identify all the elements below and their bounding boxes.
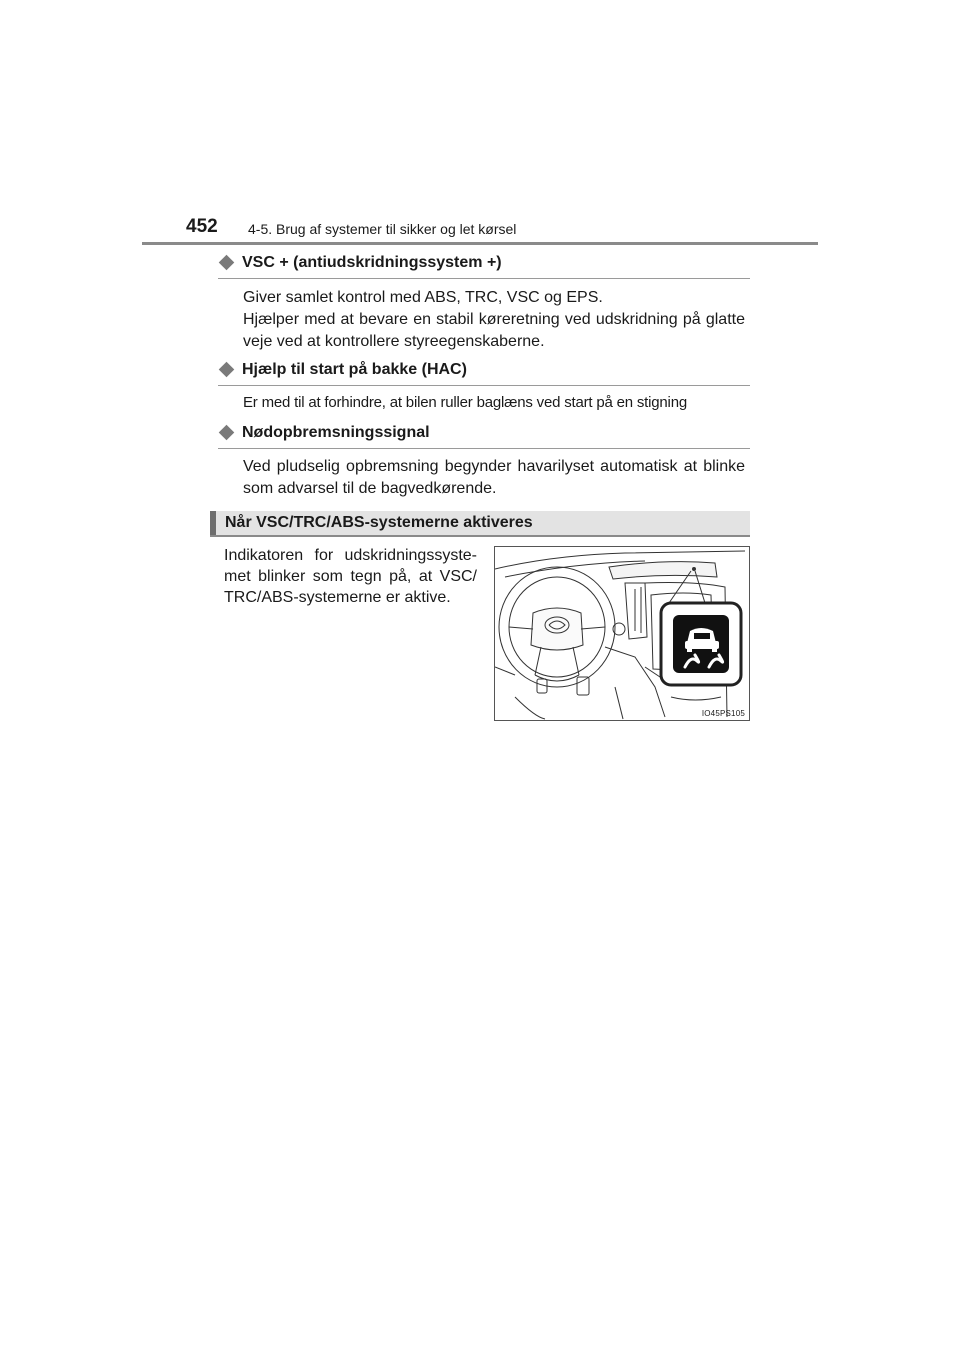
section-heading-vsc — [218, 254, 750, 279]
activation-text-line: Indikatoren for udskridningssyste- — [224, 547, 477, 564]
diamond-bullet-icon — [219, 425, 235, 441]
figure-id: IO45PS105 — [701, 709, 745, 718]
page-number: 452 — [186, 216, 218, 237]
dashboard-illustration — [494, 546, 750, 721]
dashboard-drawing — [495, 547, 749, 720]
section-title: VSC + (antiudskridningssystem +) — [242, 254, 502, 271]
section-body-emergency-brake — [243, 456, 745, 500]
section-title: Hjælp til start på bakke (HAC) — [242, 361, 467, 378]
diamond-bullet-icon — [219, 255, 235, 271]
diamond-bullet-icon — [219, 362, 235, 378]
slip-indicator-icon — [661, 603, 741, 685]
body-line: Giver samlet kontrol med ABS, TRC, VSC og EPS. — [243, 289, 603, 306]
activation-heading-bar — [210, 511, 750, 537]
section-title: Nødopbremsningssignal — [242, 424, 430, 441]
body-line: Ved pludselig opbremsning begynder havarilyset automatisk at blinke som advarsel til de bagvedkørende. — [243, 458, 745, 497]
activation-text-line: TRC/ABS-systemerne er aktive. — [224, 589, 451, 606]
activation-title: Når VSC/TRC/ABS-systemerne aktiveres — [225, 514, 533, 531]
section-heading-hac — [218, 361, 750, 386]
header-rule — [142, 242, 818, 245]
section-heading-emergency-brake — [218, 424, 750, 449]
bar-accent — [210, 511, 216, 535]
activation-text-line: met blinker som tegn på, at VSC/ — [224, 568, 477, 585]
activation-text — [224, 545, 477, 608]
section-body-hac: Er med til at forhindre, at bilen ruller baglæns ved start på en stigning — [243, 394, 687, 411]
body-line: Hjælper med at bevare en stabil køreretning ved udskridning på glatte veje ved at kontrollere styreegenskaberne. — [243, 311, 745, 350]
section-body-vsc — [243, 287, 745, 353]
chapter-title: 4-5. Brug af systemer til sikker og let kørsel — [248, 221, 517, 237]
